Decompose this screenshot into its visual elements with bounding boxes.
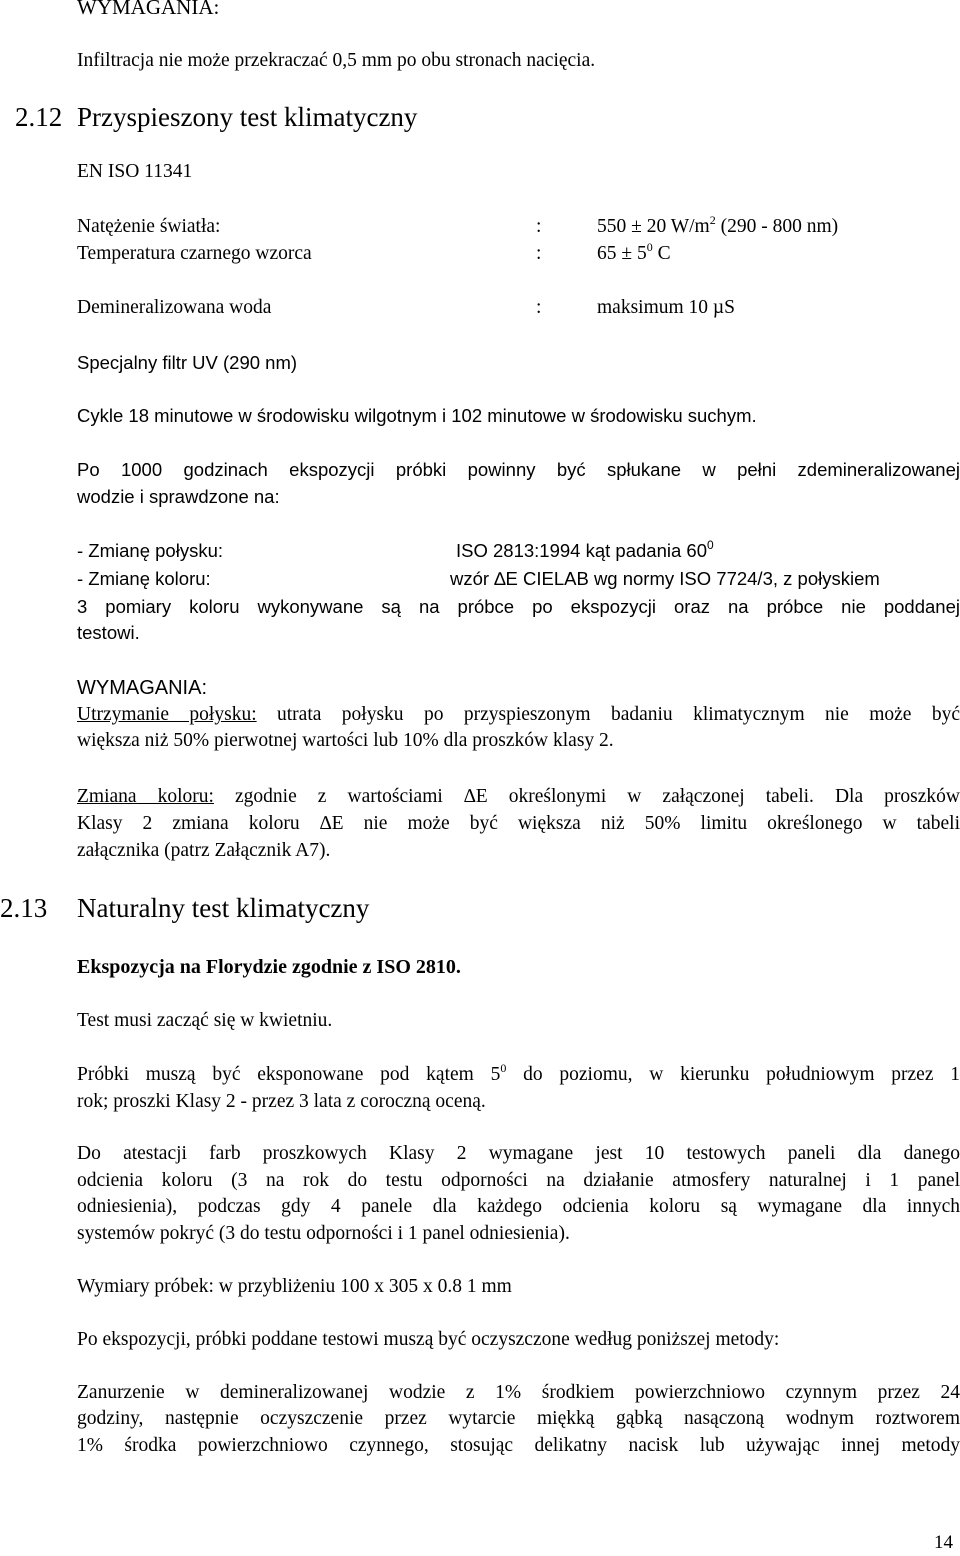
section-2-12-title: Przyspieszony test klimatyczny (77, 102, 418, 132)
after-exposure-line1: Po 1000 godzinach ekspozycji próbki powinny być spłukane w pełni zdemineralizowanej (77, 459, 960, 480)
cleaning-intro-line: Po ekspozycji, próbki poddane testowi muszą być oczyszczone według poniższej metody: (77, 1329, 780, 1350)
section-2-13-title: Naturalny test klimatyczny (77, 893, 370, 923)
attestation-line2: odcienia koloru (3 na rok do testu odporności na działanie atmosfery naturalnej i 1 panel (77, 1170, 960, 1191)
attestation-line4: systemów pokryć (3 do testu odporności i 1 panel odniesienia). (77, 1223, 570, 1244)
exposure-angle-line2: rok; proszki Klasy 2 - przez 3 lata z coroczną oceną. (77, 1091, 486, 1112)
attestation-line3: odniesienia), podczas gdy 4 panele dla każdego odcienia koloru są wymagane dla innych (77, 1196, 960, 1217)
color-requirement-line2: Klasy 2 zmiana koloru ∆E nie może być większa niż 50% limitu określonego w tabeli (77, 813, 960, 834)
infiltration-requirement: Infiltracja nie może przekraczać 0,5 mm po obu stronach nacięcia. (77, 50, 596, 71)
start-april-line: Test musi zacząć się w kwietniu. (77, 1010, 333, 1031)
spec-label-water: Demineralizowana woda (77, 297, 272, 318)
sample-dimensions-line: Wymiary próbek: w przybliżeniu 100 x 305 x 0.8 1 mm (77, 1276, 512, 1297)
gloss-requirement-label: Utrzymanie połysku: (77, 704, 257, 725)
cleaning-method-line3: 1% środka powierzchniowo czynnego, stosując delikatny nacisk lub używając innej metody (77, 1435, 960, 1456)
color-requirement-line3: załącznika (patrz Załącznik A7). (77, 840, 331, 861)
exposure-angle-line1: Próbki muszą być eksponowane pod kątem $5^0$ do poziomu, w kierunku południowym przez 1 (77, 1061, 960, 1085)
spec-value-temperature: $65 \pm 5^0$ C (597, 240, 671, 264)
cleaning-method-line2: godziny, następnie oczyszczenie przez wytarcie miękką gąbką nasączoną wodnym roztworem (77, 1408, 960, 1429)
requirements-heading: WYMAGANIA: (77, 677, 208, 699)
spec-colon: : (536, 297, 542, 318)
attestation-line1: Do atestacji farb proszkowych Klasy 2 wymagane jest 10 testowych paneli dla danego (77, 1143, 960, 1164)
spec-label-light: Natężenie światła: (77, 216, 221, 237)
spec-colon: : (536, 243, 542, 264)
cycles-line: Cykle 18 minutowe w środowisku wilgotnym i 102 minutowe w środowisku suchym. (77, 405, 757, 426)
gloss-requirement-line2: większa niż 50% pierwotnej wartości lub 10% dla proszków klasy 2. (77, 730, 614, 751)
requirements-heading-top: WYMAGANIA: (77, 0, 220, 19)
measurement-line1: 3 pomiary koloru wykonywane są na próbce po ekspozycji oraz na próbce nie poddanej (77, 596, 960, 617)
measurement-line2: testowi. (77, 622, 140, 643)
standard-label: EN ISO 11341 (77, 161, 193, 182)
florida-exposure-heading: Ekspozycja na Florydzie zgodnie z ISO 2810. (77, 956, 461, 978)
page-number: 14 (934, 1532, 953, 1553)
color-change-value: wzór ∆E CIELAB wg normy ISO 7724/3, z połyskiem (450, 568, 880, 589)
gloss-requirement-line1: Utrzymanie połysku: utrata połysku po przyspieszonym badaniu klimatycznym nie może być (77, 704, 960, 725)
section-2-12-number: 2.12 (15, 102, 63, 132)
cleaning-method-line1: Zanurzenie w demineralizowanej wodzie z 1% środkiem powierzchniowo czynnym przez 24 (77, 1382, 960, 1403)
color-change-label: - Zmianę koloru: (77, 568, 211, 589)
spec-colon: : (536, 216, 542, 237)
spec-value-light: 550 ± 20 $W/m^2$ (290 - 800 nm) (597, 213, 839, 237)
section-2-13-number: 2.13 (0, 893, 48, 923)
spec-value-water: maksimum 10 µS (597, 297, 735, 318)
color-requirement-label: Zmiana koloru: (77, 786, 214, 807)
gloss-change-value: ISO 2813:1994 kąt padania $60^0$ (456, 538, 714, 561)
spec-label-temperature: Temperatura czarnego wzorca (77, 243, 312, 264)
after-exposure-line2: wodzie i sprawdzone na: (77, 486, 280, 507)
gloss-change-label: - Zmianę połysku: (77, 540, 223, 561)
uv-filter-line: Specjalny filtr UV (290 nm) (77, 352, 298, 373)
color-requirement-line1: Zmiana koloru: zgodnie z wartościami ∆E określonymi w załączonej tabeli. Dla proszków (77, 786, 960, 807)
